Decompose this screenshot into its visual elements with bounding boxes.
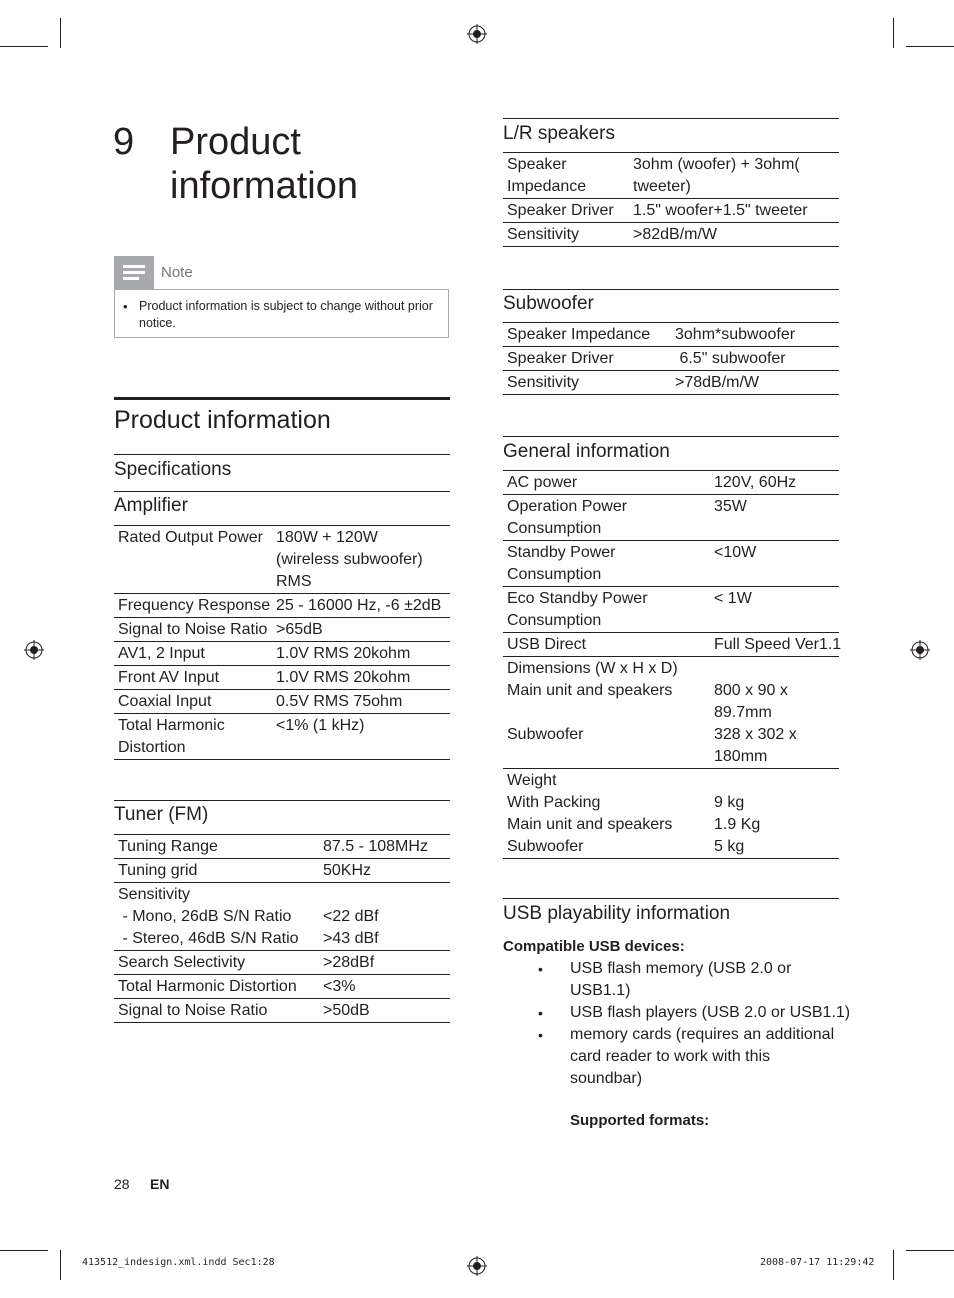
registration-mark-icon (24, 640, 44, 660)
table-cell-value: >78dB/m/W (675, 374, 760, 391)
table-cell-label: Frequency Response (118, 597, 271, 614)
table-cell-label: Search Selectivity (118, 954, 246, 971)
table-rule (114, 665, 450, 666)
table-cell-value: <3% (323, 978, 356, 995)
table-cell-label: AV1, 2 Input (118, 645, 205, 662)
chapter-title (170, 120, 470, 208)
table-rule (503, 394, 839, 395)
table-rule (503, 222, 839, 223)
section-rule (114, 397, 450, 400)
chapter-title-line: information (170, 165, 358, 207)
table-rule (114, 617, 450, 618)
table-cell-value: >65dB (276, 621, 323, 638)
table-cell-value: < 1W (714, 590, 752, 607)
table-rule (503, 370, 839, 371)
table-rule (114, 950, 450, 951)
crop-mark (906, 1250, 954, 1251)
table-rule (503, 470, 839, 471)
table-rule (503, 118, 839, 119)
tuner-title: Tuner (FM) (114, 804, 209, 825)
table-cell-label: Tuning Range (118, 838, 218, 855)
usb-title: USB playability information (503, 903, 731, 924)
table-cell-label: Speaker Impedance (507, 326, 651, 343)
crop-mark (893, 1250, 894, 1280)
chapter-number: 9 (113, 121, 135, 163)
table-cell-label: Front AV Input (118, 669, 220, 686)
table-cell-label: Operation Power Consumption (507, 498, 628, 537)
table-rule (503, 289, 839, 290)
crop-mark (0, 1250, 48, 1251)
table-cell-value: 1.0V RMS 20kohm (276, 669, 411, 686)
crop-mark (60, 18, 61, 48)
table-rule (114, 759, 450, 760)
table-rule (503, 246, 839, 247)
page-language: EN (150, 1176, 170, 1192)
slug-datetime: 2008-07-17 11:29:42 (760, 1257, 875, 1268)
table-rule (503, 632, 839, 633)
table-rule (114, 689, 450, 690)
table-cell-label: Weight With Packing Main unit and speakers Subwoofer (507, 772, 673, 855)
amplifier-title: Amplifier (114, 495, 188, 516)
usb-item: USB flash memory (USB 2.0 or USB1.1) (570, 960, 792, 999)
table-cell-label: Eco Standby Power Consumption (507, 590, 648, 629)
table-rule (114, 998, 450, 999)
registration-mark-icon (467, 1256, 487, 1276)
table-rule (503, 152, 839, 153)
table-rule (503, 586, 839, 587)
table-cell-value: <10W (714, 544, 757, 561)
usb-supported-label: Supported formats: (570, 1112, 710, 1129)
table-rule (503, 436, 839, 437)
note-label: Note (161, 264, 193, 281)
table-cell-label: Sensitivity (507, 374, 580, 391)
table-cell-label: Tuning grid (118, 862, 198, 879)
chapter-title-line: Product (170, 121, 301, 163)
note-text: Product information is subject to change without prior notice. (139, 299, 433, 330)
table-rule (114, 800, 450, 801)
table-rule (114, 641, 450, 642)
table-cell-value: >82dB/m/W (633, 226, 718, 243)
usb-bullet: • (538, 961, 543, 977)
table-cell-label: Standby Power Consumption (507, 544, 616, 583)
table-cell-value: 0.5V RMS 75ohm (276, 693, 403, 710)
registration-mark-icon (467, 24, 487, 44)
crop-mark (893, 18, 894, 48)
table-cell-label: AC power (507, 474, 578, 491)
table-cell-value: 3ohm (woofer) + 3ohm( tweeter) (633, 156, 800, 195)
specifications-heading: Specifications (114, 459, 232, 480)
table-cell-value: 25 - 16000 Hz, -6 ±2dB (276, 597, 442, 614)
table-cell-value: 1.0V RMS 20kohm (276, 645, 411, 662)
table-cell-label: Dimensions (W x H x D) Main unit and speakers Subwoofer (507, 660, 678, 743)
registration-mark-icon (910, 640, 930, 660)
general-title: General information (503, 441, 670, 462)
table-rule (503, 322, 839, 323)
table-cell-value: 120V, 60Hz (714, 474, 797, 491)
table-rule (503, 656, 839, 657)
table-rule (503, 198, 839, 199)
lr-speakers-title: L/R speakers (503, 123, 615, 144)
table-cell-label: Sensitivity - Mono, 26dB S/N Ratio - Stereo, 46dB S/N Ratio (118, 886, 299, 947)
table-cell-label: Sensitivity (507, 226, 580, 243)
usb-item: USB flash players (USB 2.0 or USB1.1) (570, 1004, 851, 1021)
table-cell-value: 35W (714, 498, 747, 515)
table-rule (114, 593, 450, 594)
table-cell-label: Rated Output Power (118, 529, 263, 546)
table-cell-value: >28dBf (323, 954, 375, 971)
table-rule (114, 713, 450, 714)
slug-file: 413512_indesign.xml.indd Sec1:28 (82, 1257, 275, 1268)
table-rule (503, 858, 839, 859)
table-rule (114, 882, 450, 883)
note-bullet: • (123, 299, 128, 314)
table-rule (503, 540, 839, 541)
table-cell-value: Full Speed Ver1.1 (714, 636, 842, 653)
crop-mark (60, 1250, 61, 1280)
crop-mark (906, 46, 954, 47)
table-rule (503, 494, 839, 495)
section-title: Product information (114, 406, 331, 434)
table-cell-value: 800 x 90 x 89.7mm 328 x 302 x 180mm (714, 682, 797, 765)
usb-bullet: • (538, 1027, 543, 1043)
table-cell-value: 9 kg 1.9 Kg 5 kg (714, 794, 761, 855)
usb-compatible-label: Compatible USB devices: (503, 938, 685, 955)
table-cell-label: USB Direct (507, 636, 587, 653)
table-cell-label: Coaxial Input (118, 693, 212, 710)
table-cell-label: Speaker Driver (507, 350, 614, 367)
table-cell-value: 87.5 - 108MHz (323, 838, 428, 855)
usb-bullet: • (538, 1005, 543, 1021)
table-cell-value: >50dB (323, 1002, 370, 1019)
page-number: 28 (114, 1176, 130, 1192)
rule (114, 454, 450, 455)
table-rule (114, 834, 450, 835)
table-cell-label: Speaker Impedance (507, 156, 587, 195)
note-icon (114, 256, 154, 289)
subwoofer-title: Subwoofer (503, 293, 594, 314)
table-cell-label: Total Harmonic Distortion (118, 978, 297, 995)
table-cell-label: Speaker Driver (507, 202, 614, 219)
table-cell-value: 180W + 120W (wireless subwoofer) RMS (276, 529, 423, 590)
table-cell-label: Total Harmonic Distortion (118, 717, 225, 756)
table-rule (114, 525, 450, 526)
table-cell-label: Signal to Noise Ratio (118, 621, 268, 638)
rule (114, 491, 450, 492)
crop-mark (0, 46, 48, 47)
rule (503, 898, 839, 899)
table-cell-value: 50KHz (323, 862, 372, 879)
table-rule (114, 1022, 450, 1023)
table-cell-value: 1.5" woofer+1.5" tweeter (633, 202, 808, 219)
table-rule (114, 974, 450, 975)
table-cell-value: <1% (1 kHz) (276, 717, 365, 734)
table-cell-value: <22 dBf >43 dBf (323, 908, 379, 947)
table-cell-value: 6.5" subwoofer (675, 350, 786, 367)
table-rule (503, 346, 839, 347)
table-rule (503, 768, 839, 769)
table-cell-value: 3ohm*subwoofer (675, 326, 796, 343)
usb-item: memory cards (requires an additional card reader to work with this soundbar) (570, 1026, 835, 1087)
table-rule (114, 858, 450, 859)
table-cell-label: Signal to Noise Ratio (118, 1002, 268, 1019)
